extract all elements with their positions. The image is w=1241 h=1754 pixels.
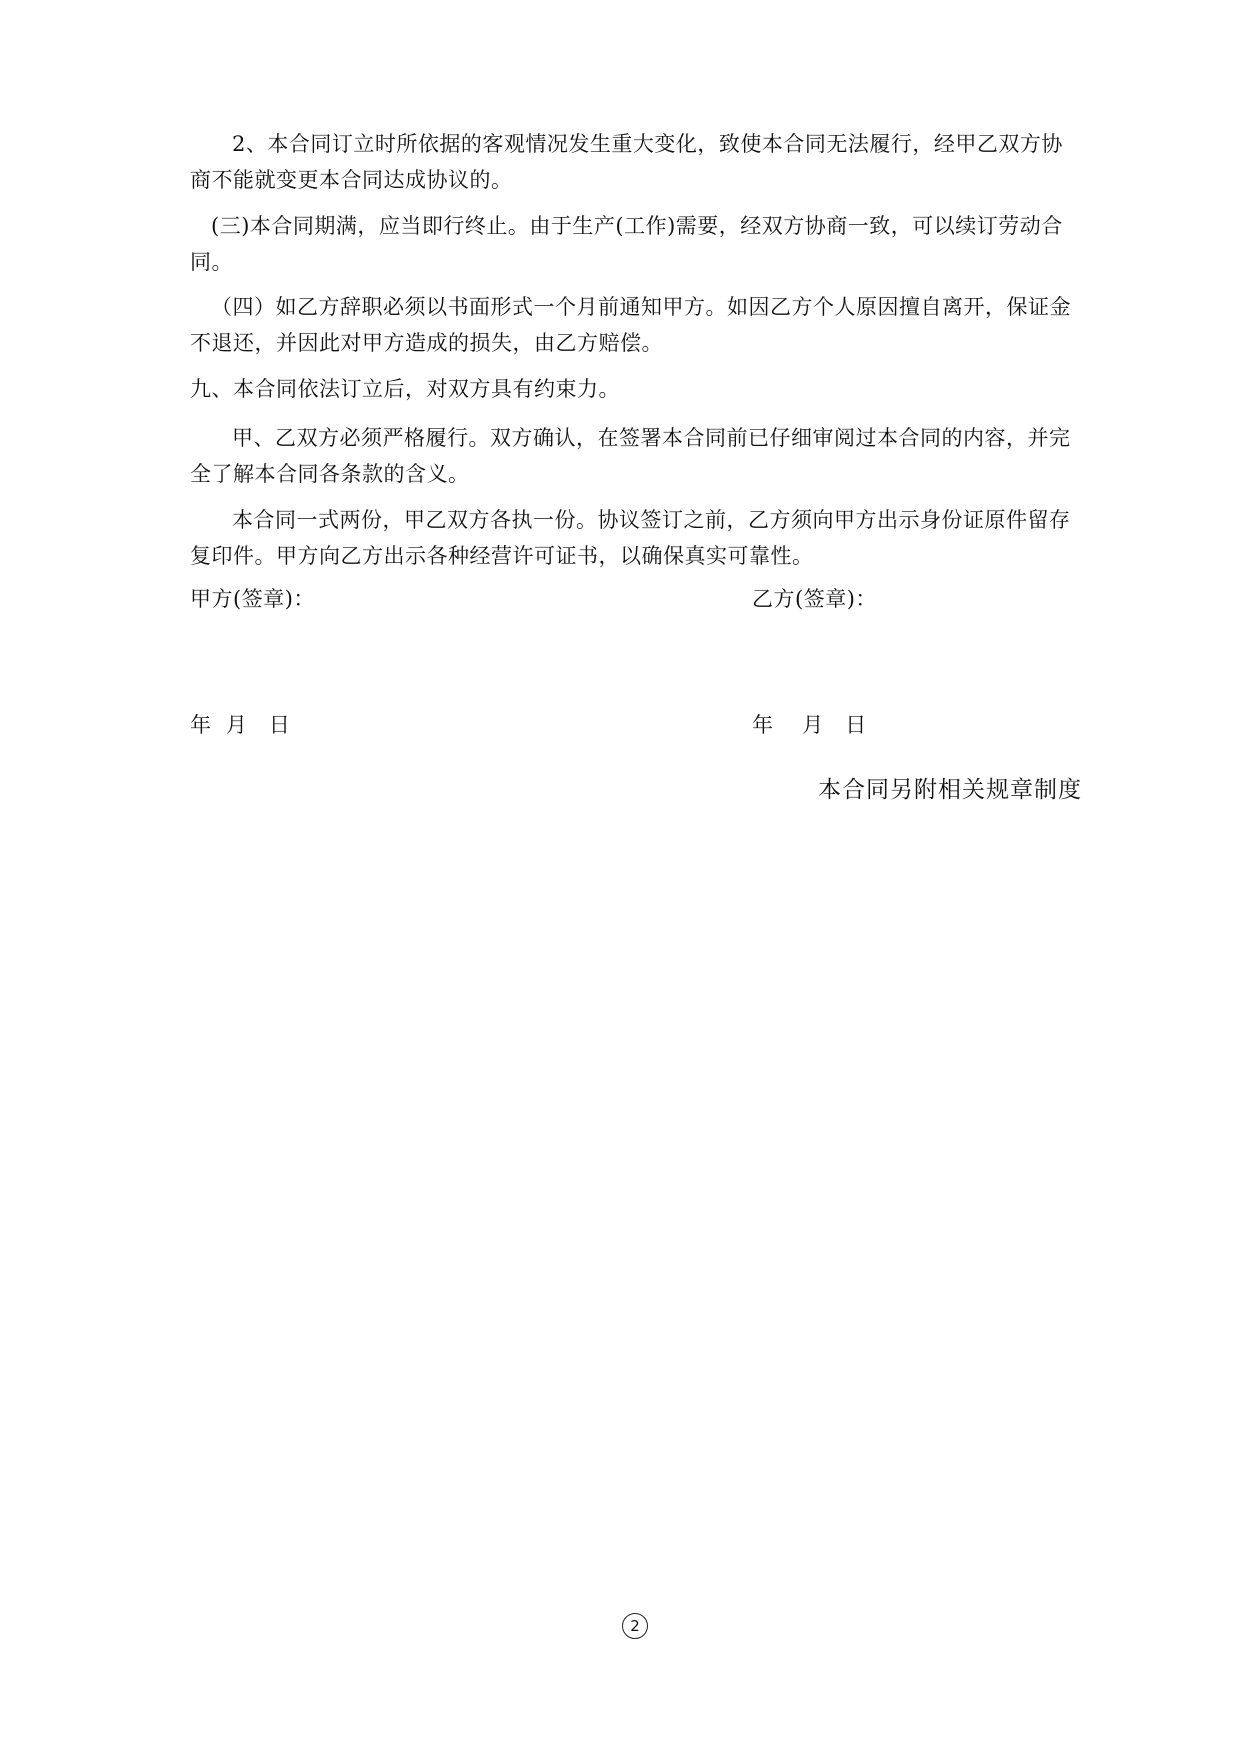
attachment-note: 本合同另附相关规章制度 bbox=[818, 777, 1082, 803]
party-b-signature-label: 乙方(签章)： bbox=[752, 587, 877, 611]
party-b-date: 年 月 日 bbox=[752, 713, 867, 737]
clause-2-paragraph: 2、本合同订立时所依据的客观情况发生重大变化，致使本合同无法履行，经甲乙双方协商不能就变更本合同达成协议的。 bbox=[190, 132, 1063, 192]
party-a-signature-label: 甲方(签章)： bbox=[190, 587, 315, 611]
clause-3-paragraph: (三)本合同期满，应当即行终止。由于生产(工作)需要，经双方协商一致，可以续订劳动合同。 bbox=[190, 214, 1063, 274]
clause-4-paragraph: （四）如乙方辞职必须以书面形式一个月前通知甲方。如因乙方个人原因擅自离开，保证金不退还，并因此对甲方造成的损失，由乙方赔偿。 bbox=[190, 295, 1071, 355]
party-a-date: 年 月 日 bbox=[190, 713, 291, 737]
copies-paragraph: 本合同一式两份，甲乙双方各执一份。协议签订之前，乙方须向甲方出示身份证原件留存复印件。甲方向乙方出示各种经营许可证书，以确保真实可靠性。 bbox=[190, 508, 1071, 568]
confirmation-paragraph: 甲、乙双方必须严格履行。双方确认，在签署本合同前已仔细审阅过本合同的内容，并完全了解本合同各条款的含义。 bbox=[190, 426, 1071, 486]
page-number: 2 bbox=[622, 1613, 648, 1639]
clause-9-paragraph: 九、本合同依法订立后，对双方具有约束力。 bbox=[190, 377, 620, 401]
